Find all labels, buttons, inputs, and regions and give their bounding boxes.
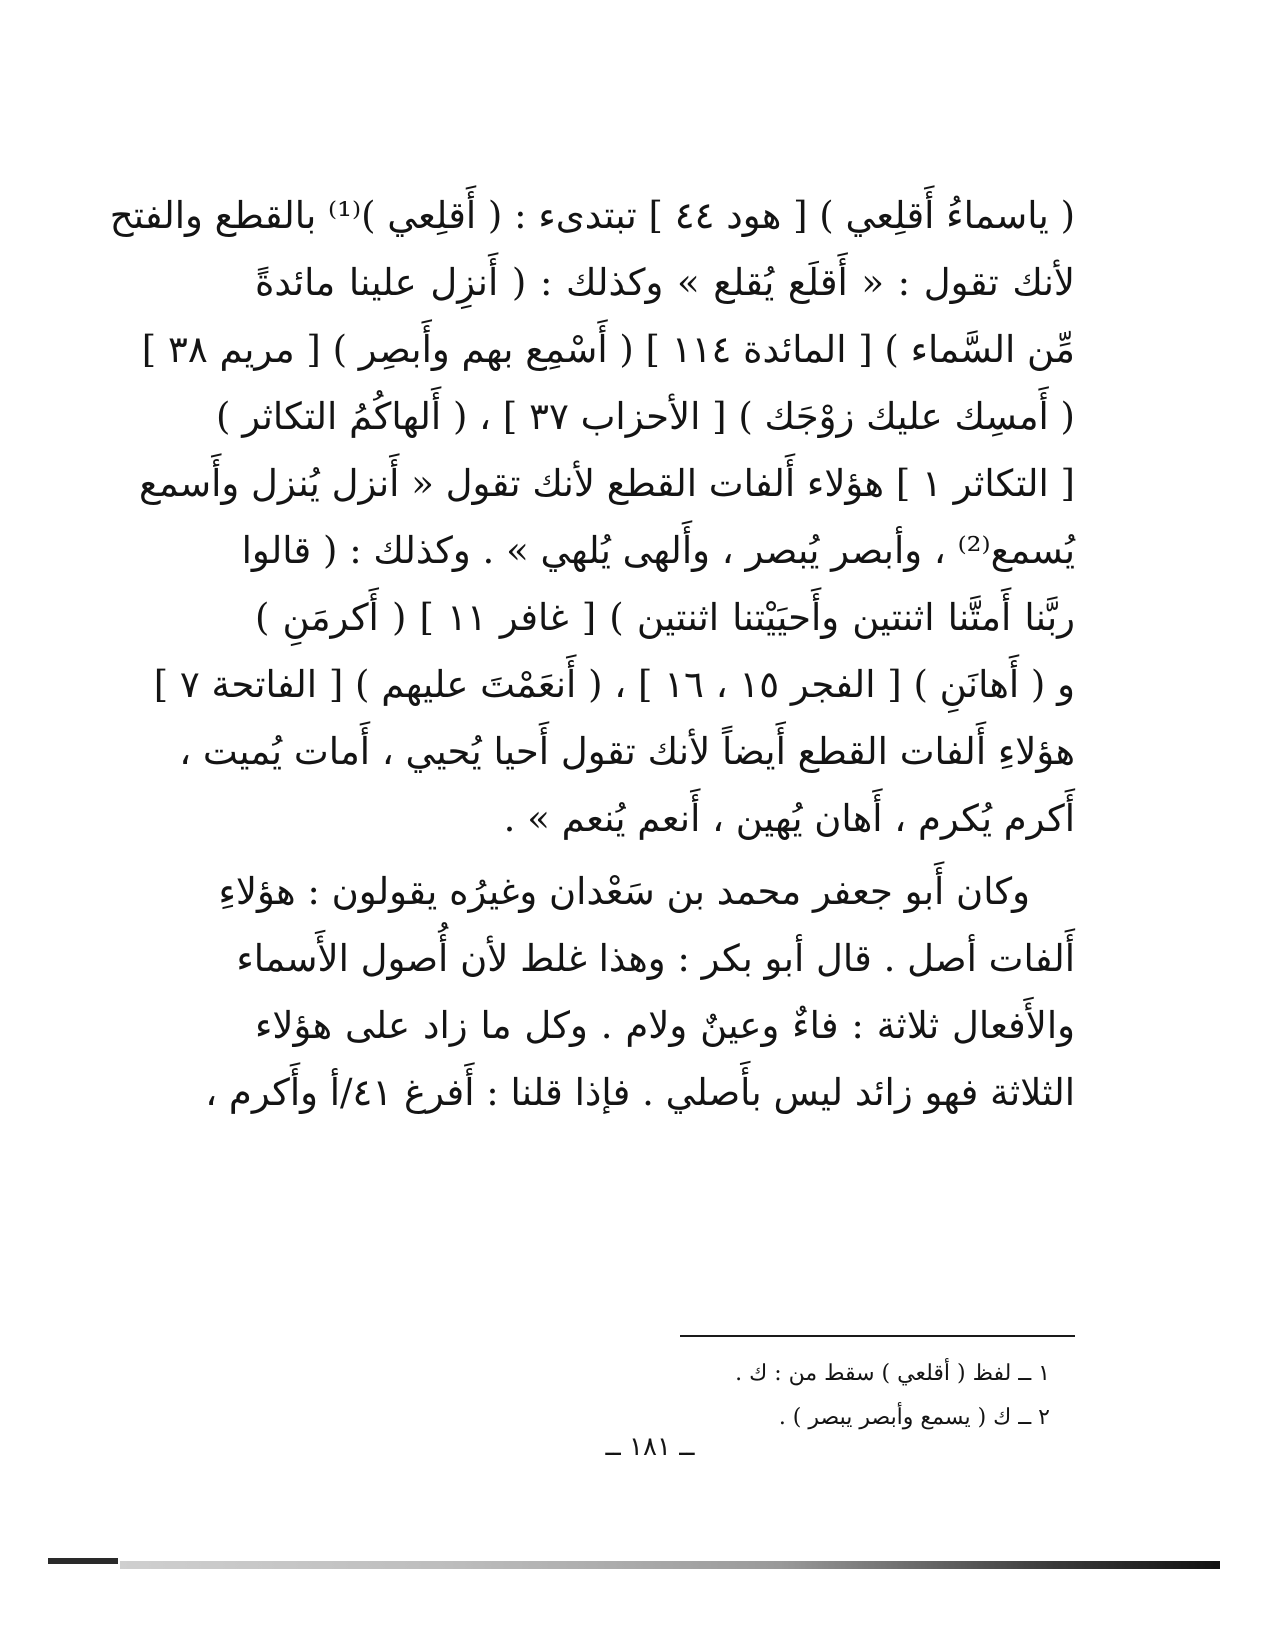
text-line: مِّن السَّماء ) [ المائدة ١١٤ ] ( أَسْمِع بهم وأَبصِر ) [ مريم ٣٨ ] [141, 328, 1075, 371]
text-line: والأَفعال ثلاثة : فاءٌ وعينٌ ولام . وكل ما زاد على هؤلاء [255, 1004, 1075, 1047]
text-line: [ التكاثر ١ ] هؤلاء أَلفات القطع لأنك تقول « أَنزل يُنزل وأَسمع [139, 462, 1075, 505]
text-line: ربَّنا أَمتَّنا اثنتين وأَحيَيْتنا اثنتين ) [ غافر ١١ ] ( أَكرمَنِ ) [255, 596, 1075, 639]
text-line: هؤلاءِ أَلفات القطع أَيضاً لأنك تقول أَحيا يُحيي ، أَمات يُميت ، [179, 730, 1075, 773]
text-line: لأنك تقول : « أَقلَع يُقلع » وكذلك : ( أَنزِل علينا مائدةً [255, 261, 1075, 304]
text-line: أَلفات أصل . قال أبو بكر : وهذا غلط لأن أُصول الأَسماء [236, 937, 1075, 980]
text-line: ( أَمسِك عليك زوْجَك ) [ الأحزاب ٣٧ ] ، ( أَلهاكُمُ التكاثر ) [216, 395, 1075, 438]
main-text [109, 182, 1075, 1126]
page-number: ــ ١٨١ ــ [605, 1432, 695, 1462]
footnote-2: ٢ ــ ك ( يسمع وأبصر يبصر ) . [778, 1405, 1050, 1430]
footnote-1: ١ ــ لفظ ( أقلعي ) سقط من : ك . [735, 1361, 1050, 1386]
text-line: وكان أَبو جعفر محمد بن سَعْدان وغيرُه يقولون : هؤلاءِ [218, 870, 1030, 913]
text-line: الثلاثة فهو زائد ليس بأَصلي . فإذا قلنا : أَفرغ ٤١/أ وأَكرم ، [205, 1071, 1075, 1114]
text-line: و ( أَهانَنِ ) [ الفجر ١٥ ، ١٦ ] ، ( أَنعَمْتَ عليهم ) [ الفاتحة ٧ ] [153, 663, 1075, 706]
footnotes [560, 1352, 1050, 1440]
scan-edge-mark [48, 1558, 118, 1564]
text-line: أَكرم يُكرم ، أَهان يُهين ، أَنعم يُنعم » . [503, 797, 1075, 840]
text-line: يُسمع⁽²⁾ ، وأبصر يُبصر ، وأَلهى يُلهي » . وكذلك : ( قالوا [241, 529, 1075, 572]
footnote-divider [680, 1335, 1075, 1337]
text-line: ( ياسماءُ أَقلِعي ) [ هود ٤٤ ] تبتدىء : ( أَقلِعي )⁽¹⁾ بالقطع والفتح [109, 194, 1075, 237]
scan-edge-shadow [120, 1561, 1220, 1569]
